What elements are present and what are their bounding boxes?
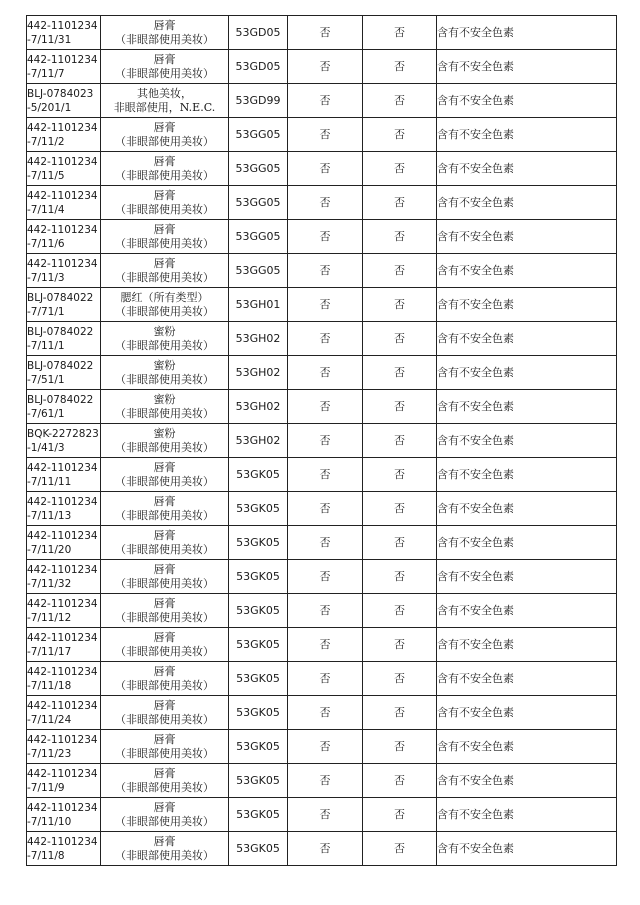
flag-b-cell: 否 bbox=[363, 220, 437, 254]
product-code-cell: 53GK05 bbox=[229, 730, 288, 764]
flag-b-cell: 否 bbox=[363, 628, 437, 662]
reason-cell: 含有不安全色素 bbox=[437, 798, 617, 832]
flag-b-cell: 否 bbox=[363, 560, 437, 594]
product-description-line-2: （非眼部使用美妆） bbox=[115, 780, 214, 794]
sample-id-line-1: 442-1101234 bbox=[27, 529, 98, 542]
product-code-cell: 53GH02 bbox=[229, 356, 288, 390]
sample-id-line-1: 442-1101234 bbox=[27, 155, 98, 168]
reason-cell: 含有不安全色素 bbox=[437, 526, 617, 560]
product-description-cell bbox=[101, 458, 229, 492]
table-row bbox=[27, 50, 617, 84]
sample-id-line-2: -7/11/12 bbox=[27, 611, 72, 624]
reason-cell: 含有不安全色素 bbox=[437, 628, 617, 662]
product-description-line-2: （非眼部使用美妆） bbox=[115, 168, 214, 182]
product-code-cell: 53GK05 bbox=[229, 458, 288, 492]
flag-a-cell: 否 bbox=[288, 730, 363, 764]
sample-id-line-1: 442-1101234 bbox=[27, 699, 98, 712]
sample-id-line-2: -7/11/23 bbox=[27, 747, 72, 760]
sample-id-line-1: 442-1101234 bbox=[27, 665, 98, 678]
table-row bbox=[27, 84, 617, 118]
product-code-cell: 53GK05 bbox=[229, 628, 288, 662]
flag-a-cell: 否 bbox=[288, 118, 363, 152]
product-code-cell: 53GK05 bbox=[229, 764, 288, 798]
product-description-line-1: 唇膏 bbox=[153, 834, 176, 848]
flag-a-cell: 否 bbox=[288, 220, 363, 254]
sample-id-cell bbox=[27, 390, 101, 424]
flag-a-cell: 否 bbox=[288, 152, 363, 186]
product-description-line-1: 蜜粉 bbox=[153, 392, 176, 406]
sample-id-line-2: -7/11/17 bbox=[27, 645, 72, 658]
product-description-line-1: 唇膏 bbox=[153, 188, 176, 202]
sample-id-line-1: BLJ-0784022 bbox=[27, 291, 94, 304]
sample-id-line-1: 442-1101234 bbox=[27, 801, 98, 814]
sample-id-line-1: BQK-2272823 bbox=[27, 427, 99, 440]
product-description-line-1: 唇膏 bbox=[153, 460, 176, 474]
product-description-cell bbox=[101, 696, 229, 730]
product-description-line-2: （非眼部使用美妆） bbox=[115, 542, 214, 556]
product-description-line-1: 唇膏 bbox=[153, 664, 176, 678]
reason-cell: 含有不安全色素 bbox=[437, 356, 617, 390]
table-row bbox=[27, 356, 617, 390]
product-code-cell: 53GK05 bbox=[229, 492, 288, 526]
product-description-line-1: 唇膏 bbox=[153, 52, 176, 66]
product-code-cell: 53GK05 bbox=[229, 526, 288, 560]
sample-id-line-2: -7/11/32 bbox=[27, 577, 72, 590]
flag-a-cell: 否 bbox=[288, 186, 363, 220]
sample-id-cell bbox=[27, 16, 101, 50]
sample-id-line-1: 442-1101234 bbox=[27, 495, 98, 508]
sample-id-line-1: 442-1101234 bbox=[27, 53, 98, 66]
table-row bbox=[27, 696, 617, 730]
product-description-cell bbox=[101, 492, 229, 526]
product-description-line-1: 唇膏 bbox=[153, 732, 176, 746]
reason-cell: 含有不安全色素 bbox=[437, 594, 617, 628]
sample-id-line-2: -7/61/1 bbox=[27, 407, 65, 420]
table-body bbox=[27, 16, 617, 866]
sample-id-cell bbox=[27, 152, 101, 186]
product-code-cell: 53GK05 bbox=[229, 662, 288, 696]
product-code-cell: 53GK05 bbox=[229, 798, 288, 832]
table-row bbox=[27, 220, 617, 254]
sample-id-line-2: -7/11/13 bbox=[27, 509, 72, 522]
flag-b-cell: 否 bbox=[363, 424, 437, 458]
reason-cell: 含有不安全色素 bbox=[437, 84, 617, 118]
product-description-cell bbox=[101, 220, 229, 254]
reason-cell: 含有不安全色素 bbox=[437, 424, 617, 458]
table-row bbox=[27, 254, 617, 288]
product-description-cell bbox=[101, 390, 229, 424]
sample-id-line-2: -7/11/10 bbox=[27, 815, 72, 828]
sample-id-line-1: 442-1101234 bbox=[27, 563, 98, 576]
product-code-cell: 53GK05 bbox=[229, 832, 288, 866]
product-description-line-2: （非眼部使用美妆） bbox=[115, 610, 214, 624]
flag-a-cell: 否 bbox=[288, 288, 363, 322]
table-row bbox=[27, 526, 617, 560]
product-description-line-2: （非眼部使用美妆） bbox=[115, 32, 214, 46]
reason-cell: 含有不安全色素 bbox=[437, 832, 617, 866]
table-row bbox=[27, 560, 617, 594]
product-description-cell bbox=[101, 186, 229, 220]
product-description-cell bbox=[101, 832, 229, 866]
product-code-cell: 53GK05 bbox=[229, 594, 288, 628]
table-row bbox=[27, 322, 617, 356]
flag-a-cell: 否 bbox=[288, 16, 363, 50]
sample-id-cell bbox=[27, 560, 101, 594]
reason-cell: 含有不安全色素 bbox=[437, 118, 617, 152]
sample-id-line-1: 442-1101234 bbox=[27, 835, 98, 848]
product-description-line-1: 唇膏 bbox=[153, 18, 176, 32]
product-description-line-2: （非眼部使用美妆） bbox=[115, 848, 214, 862]
product-description-line-2: （非眼部使用美妆） bbox=[115, 814, 214, 828]
flag-b-cell: 否 bbox=[363, 662, 437, 696]
sample-id-cell bbox=[27, 356, 101, 390]
product-description-line-1: 蜜粉 bbox=[153, 358, 176, 372]
reason-cell: 含有不安全色素 bbox=[437, 254, 617, 288]
sample-id-line-2: -7/11/6 bbox=[27, 237, 65, 250]
product-description-line-1: 唇膏 bbox=[153, 120, 176, 134]
product-description-line-2: （非眼部使用美妆） bbox=[115, 474, 214, 488]
product-description-cell bbox=[101, 798, 229, 832]
table-row bbox=[27, 458, 617, 492]
product-description-cell bbox=[101, 764, 229, 798]
reason-cell: 含有不安全色素 bbox=[437, 16, 617, 50]
flag-b-cell: 否 bbox=[363, 730, 437, 764]
sample-id-line-2: -7/51/1 bbox=[27, 373, 65, 386]
sample-id-line-1: 442-1101234 bbox=[27, 597, 98, 610]
flag-b-cell: 否 bbox=[363, 152, 437, 186]
flag-a-cell: 否 bbox=[288, 526, 363, 560]
table-row bbox=[27, 730, 617, 764]
sample-id-line-2: -7/11/24 bbox=[27, 713, 72, 726]
reason-cell: 含有不安全色素 bbox=[437, 730, 617, 764]
sample-id-line-2: -7/11/9 bbox=[27, 781, 65, 794]
product-description-line-2: （非眼部使用美妆） bbox=[115, 576, 214, 590]
product-description-line-1: 唇膏 bbox=[153, 596, 176, 610]
flag-b-cell: 否 bbox=[363, 458, 437, 492]
product-description-line-2: 非眼部使用，N.E.C. bbox=[113, 100, 216, 114]
sample-id-line-2: -7/11/2 bbox=[27, 135, 65, 148]
reason-cell: 含有不安全色素 bbox=[437, 458, 617, 492]
sample-id-line-2: -1/41/3 bbox=[27, 441, 65, 454]
reason-cell: 含有不安全色素 bbox=[437, 322, 617, 356]
reason-cell: 含有不安全色素 bbox=[437, 390, 617, 424]
product-description-line-2: （非眼部使用美妆） bbox=[115, 338, 214, 352]
product-description-line-1: 唇膏 bbox=[153, 800, 176, 814]
table-row bbox=[27, 492, 617, 526]
reason-cell: 含有不安全色素 bbox=[437, 492, 617, 526]
sample-id-cell bbox=[27, 832, 101, 866]
sample-id-line-1: 442-1101234 bbox=[27, 631, 98, 644]
flag-a-cell: 否 bbox=[288, 662, 363, 696]
flag-b-cell: 否 bbox=[363, 832, 437, 866]
product-description-line-2: （非眼部使用美妆） bbox=[115, 66, 214, 80]
sample-id-line-1: 442-1101234 bbox=[27, 767, 98, 780]
sample-id-cell bbox=[27, 526, 101, 560]
product-code-cell: 53GH02 bbox=[229, 390, 288, 424]
product-description-cell bbox=[101, 152, 229, 186]
product-description-line-2: （非眼部使用美妆） bbox=[115, 134, 214, 148]
product-description-line-2: （非眼部使用美妆） bbox=[115, 202, 214, 216]
product-description-line-1: 唇膏 bbox=[153, 154, 176, 168]
reason-cell: 含有不安全色素 bbox=[437, 288, 617, 322]
flag-b-cell: 否 bbox=[363, 288, 437, 322]
product-description-line-2: （非眼部使用美妆） bbox=[115, 304, 214, 318]
product-description-cell bbox=[101, 594, 229, 628]
sample-id-line-2: -7/11/4 bbox=[27, 203, 65, 216]
table-row bbox=[27, 594, 617, 628]
sample-id-line-2: -7/11/5 bbox=[27, 169, 65, 182]
product-description-cell bbox=[101, 628, 229, 662]
product-description-line-1: 唇膏 bbox=[153, 528, 176, 542]
sample-id-cell bbox=[27, 84, 101, 118]
flag-b-cell: 否 bbox=[363, 322, 437, 356]
flag-b-cell: 否 bbox=[363, 84, 437, 118]
product-description-line-1: 其他美妆， bbox=[137, 86, 192, 100]
product-description-cell bbox=[101, 526, 229, 560]
table-row bbox=[27, 798, 617, 832]
flag-a-cell: 否 bbox=[288, 492, 363, 526]
table-row bbox=[27, 662, 617, 696]
table-row bbox=[27, 424, 617, 458]
product-code-cell: 53GH02 bbox=[229, 322, 288, 356]
sample-id-cell bbox=[27, 254, 101, 288]
product-code-cell: 53GD99 bbox=[229, 84, 288, 118]
product-description-cell bbox=[101, 254, 229, 288]
product-description-line-2: （非眼部使用美妆） bbox=[115, 644, 214, 658]
sample-id-cell bbox=[27, 288, 101, 322]
sample-id-cell bbox=[27, 764, 101, 798]
sample-id-line-2: -7/11/7 bbox=[27, 67, 65, 80]
sample-id-line-1: 442-1101234 bbox=[27, 189, 98, 202]
sample-id-line-2: -7/71/1 bbox=[27, 305, 65, 318]
flag-a-cell: 否 bbox=[288, 458, 363, 492]
sample-id-line-1: BLJ-0784023 bbox=[27, 87, 94, 100]
product-description-line-1: 唇膏 bbox=[153, 222, 176, 236]
sample-id-cell bbox=[27, 628, 101, 662]
flag-a-cell: 否 bbox=[288, 560, 363, 594]
flag-b-cell: 否 bbox=[363, 696, 437, 730]
table-row bbox=[27, 186, 617, 220]
sample-id-cell bbox=[27, 50, 101, 84]
sample-id-cell bbox=[27, 662, 101, 696]
product-code-cell: 53GG05 bbox=[229, 220, 288, 254]
product-code-cell: 53GG05 bbox=[229, 186, 288, 220]
product-description-line-1: 唇膏 bbox=[153, 494, 176, 508]
flag-a-cell: 否 bbox=[288, 50, 363, 84]
product-description-cell bbox=[101, 662, 229, 696]
product-description-line-2: （非眼部使用美妆） bbox=[115, 440, 214, 454]
flag-a-cell: 否 bbox=[288, 832, 363, 866]
sample-id-line-1: 442-1101234 bbox=[27, 121, 98, 134]
table-row bbox=[27, 152, 617, 186]
product-description-line-2: （非眼部使用美妆） bbox=[115, 746, 214, 760]
product-description-line-1: 唇膏 bbox=[153, 256, 176, 270]
product-code-cell: 53GD05 bbox=[229, 50, 288, 84]
product-description-line-1: 蜜粉 bbox=[153, 324, 176, 338]
product-description-line-2: （非眼部使用美妆） bbox=[115, 406, 214, 420]
sample-id-line-1: 442-1101234 bbox=[27, 19, 98, 32]
flag-a-cell: 否 bbox=[288, 764, 363, 798]
sample-id-cell bbox=[27, 322, 101, 356]
sample-id-line-2: -7/11/31 bbox=[27, 33, 72, 46]
table-row bbox=[27, 390, 617, 424]
sample-id-line-2: -7/11/1 bbox=[27, 339, 65, 352]
flag-a-cell: 否 bbox=[288, 628, 363, 662]
sample-id-line-1: 442-1101234 bbox=[27, 223, 98, 236]
flag-b-cell: 否 bbox=[363, 50, 437, 84]
flag-b-cell: 否 bbox=[363, 118, 437, 152]
product-description-cell bbox=[101, 560, 229, 594]
product-description-line-2: （非眼部使用美妆） bbox=[115, 712, 214, 726]
sample-id-line-1: BLJ-0784022 bbox=[27, 325, 94, 338]
sample-id-line-2: -5/201/1 bbox=[27, 101, 72, 114]
product-description-line-1: 腮红（所有类型） bbox=[120, 290, 209, 304]
flag-a-cell: 否 bbox=[288, 594, 363, 628]
product-description-cell bbox=[101, 356, 229, 390]
sample-id-cell bbox=[27, 458, 101, 492]
reason-cell: 含有不安全色素 bbox=[437, 186, 617, 220]
reason-cell: 含有不安全色素 bbox=[437, 560, 617, 594]
sample-id-line-1: 442-1101234 bbox=[27, 257, 98, 270]
product-description-line-2: （非眼部使用美妆） bbox=[115, 372, 214, 386]
product-description-line-1: 唇膏 bbox=[153, 766, 176, 780]
table-row bbox=[27, 628, 617, 662]
flag-a-cell: 否 bbox=[288, 696, 363, 730]
sample-id-cell bbox=[27, 424, 101, 458]
product-code-cell: 53GK05 bbox=[229, 560, 288, 594]
reason-cell: 含有不安全色素 bbox=[437, 220, 617, 254]
flag-a-cell: 否 bbox=[288, 424, 363, 458]
table-row bbox=[27, 118, 617, 152]
reason-cell: 含有不安全色素 bbox=[437, 152, 617, 186]
product-description-cell bbox=[101, 730, 229, 764]
sample-id-cell bbox=[27, 730, 101, 764]
product-description-line-2: （非眼部使用美妆） bbox=[115, 270, 214, 284]
sample-id-line-2: -7/11/3 bbox=[27, 271, 65, 284]
flag-a-cell: 否 bbox=[288, 84, 363, 118]
product-code-cell: 53GG05 bbox=[229, 118, 288, 152]
product-code-cell: 53GH02 bbox=[229, 424, 288, 458]
sample-id-cell bbox=[27, 492, 101, 526]
product-code-cell: 53GK05 bbox=[229, 696, 288, 730]
flag-a-cell: 否 bbox=[288, 356, 363, 390]
table-row bbox=[27, 764, 617, 798]
flag-a-cell: 否 bbox=[288, 798, 363, 832]
sample-id-line-2: -7/11/8 bbox=[27, 849, 65, 862]
flag-a-cell: 否 bbox=[288, 322, 363, 356]
product-code-cell: 53GG05 bbox=[229, 152, 288, 186]
sample-id-line-1: 442-1101234 bbox=[27, 461, 98, 474]
product-description-cell bbox=[101, 322, 229, 356]
product-description-line-1: 蜜粉 bbox=[153, 426, 176, 440]
sample-id-line-2: -7/11/20 bbox=[27, 543, 72, 556]
table-row bbox=[27, 832, 617, 866]
product-description-cell bbox=[101, 16, 229, 50]
sample-id-cell bbox=[27, 186, 101, 220]
flag-b-cell: 否 bbox=[363, 594, 437, 628]
product-code-cell: 53GG05 bbox=[229, 254, 288, 288]
refusal-table bbox=[26, 15, 617, 866]
product-description-line-1: 唇膏 bbox=[153, 698, 176, 712]
sample-id-cell bbox=[27, 220, 101, 254]
sample-id-line-1: 442-1101234 bbox=[27, 733, 98, 746]
flag-b-cell: 否 bbox=[363, 390, 437, 424]
product-description-line-2: （非眼部使用美妆） bbox=[115, 678, 214, 692]
flag-b-cell: 否 bbox=[363, 798, 437, 832]
sample-id-cell bbox=[27, 594, 101, 628]
sample-id-cell bbox=[27, 696, 101, 730]
sample-id-line-1: BLJ-0784022 bbox=[27, 393, 94, 406]
product-description-line-2: （非眼部使用美妆） bbox=[115, 508, 214, 522]
flag-b-cell: 否 bbox=[363, 492, 437, 526]
flag-b-cell: 否 bbox=[363, 254, 437, 288]
product-description-cell bbox=[101, 84, 229, 118]
flag-b-cell: 否 bbox=[363, 526, 437, 560]
product-description-line-1: 唇膏 bbox=[153, 630, 176, 644]
flag-b-cell: 否 bbox=[363, 356, 437, 390]
sample-id-line-2: -7/11/18 bbox=[27, 679, 72, 692]
reason-cell: 含有不安全色素 bbox=[437, 50, 617, 84]
product-description-cell bbox=[101, 424, 229, 458]
flag-b-cell: 否 bbox=[363, 764, 437, 798]
reason-cell: 含有不安全色素 bbox=[437, 696, 617, 730]
reason-cell: 含有不安全色素 bbox=[437, 764, 617, 798]
product-description-cell bbox=[101, 288, 229, 322]
sample-id-cell bbox=[27, 118, 101, 152]
product-code-cell: 53GH01 bbox=[229, 288, 288, 322]
product-code-cell: 53GD05 bbox=[229, 16, 288, 50]
sample-id-cell bbox=[27, 798, 101, 832]
product-description-cell bbox=[101, 118, 229, 152]
flag-a-cell: 否 bbox=[288, 390, 363, 424]
reason-cell: 含有不安全色素 bbox=[437, 662, 617, 696]
flag-a-cell: 否 bbox=[288, 254, 363, 288]
table-row bbox=[27, 16, 617, 50]
flag-b-cell: 否 bbox=[363, 16, 437, 50]
product-description-line-1: 唇膏 bbox=[153, 562, 176, 576]
product-description-line-2: （非眼部使用美妆） bbox=[115, 236, 214, 250]
table-row bbox=[27, 288, 617, 322]
flag-b-cell: 否 bbox=[363, 186, 437, 220]
product-description-cell bbox=[101, 50, 229, 84]
sample-id-line-2: -7/11/11 bbox=[27, 475, 72, 488]
sample-id-line-1: BLJ-0784022 bbox=[27, 359, 94, 372]
